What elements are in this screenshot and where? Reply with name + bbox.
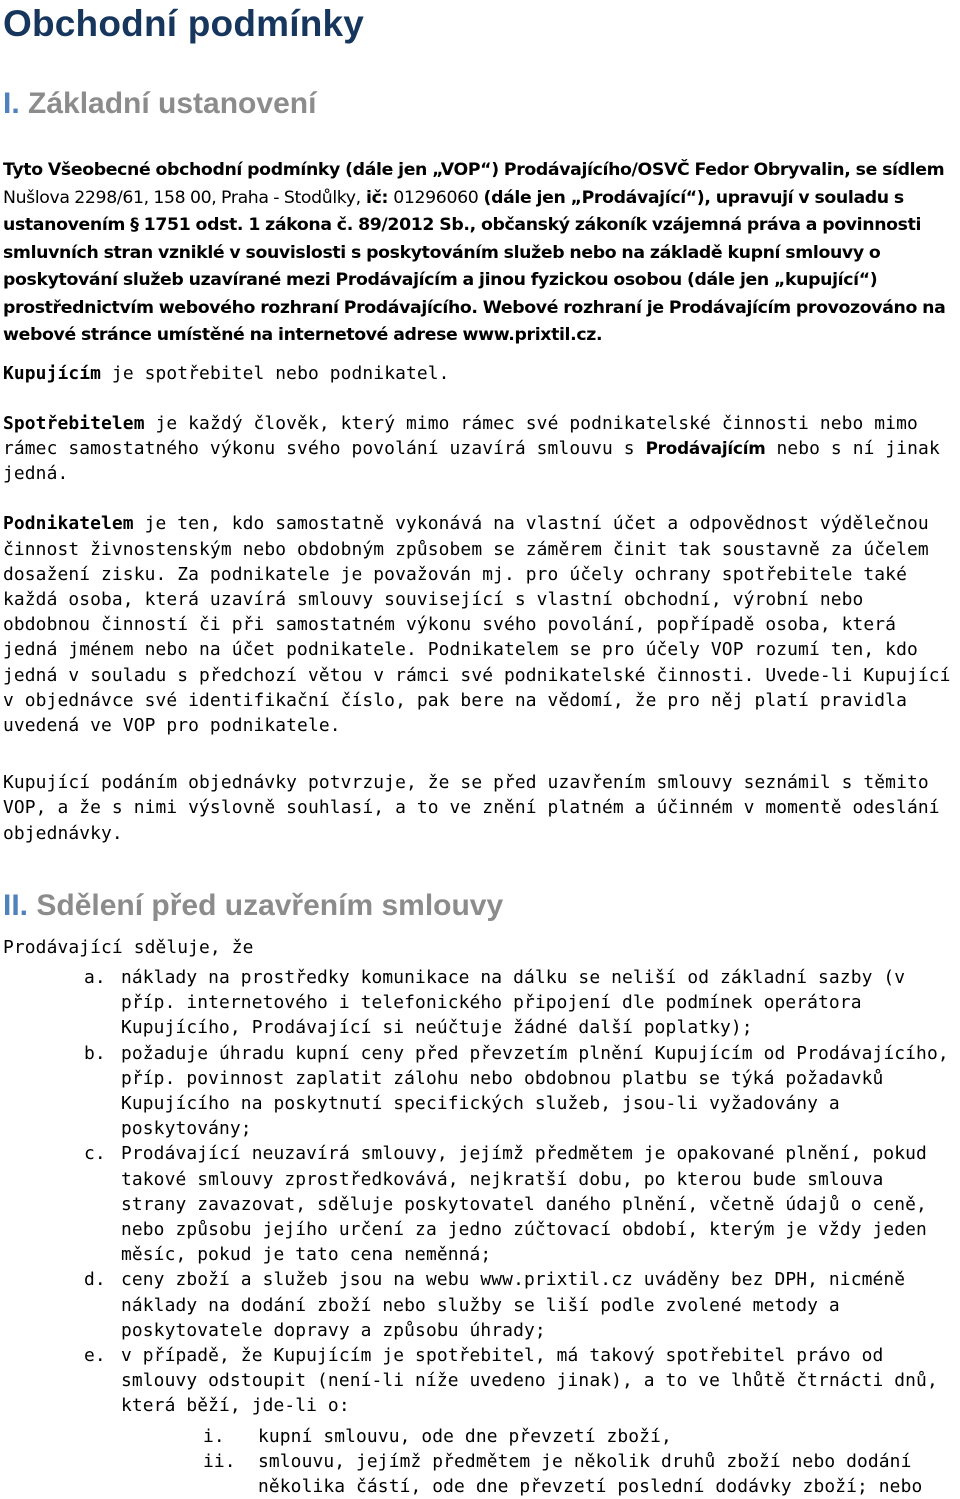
paragraph-text: je spotřebitel nebo podnikatel. [101, 362, 450, 384]
paragraph-text: nebo s ní jinak jedná. [3, 437, 940, 485]
list-item-text: náklady na prostředky komunikace na dálku se neliší od základní sazby (v příp. internetového i telefonického připojení dle podmínek operátora Kupujícího, Prodávající si neúčtuje žádné další poplatky); [121, 966, 906, 1039]
disclosure-list [3, 965, 956, 1499]
section-heading-1 [3, 86, 956, 122]
paragraph-sdeluje: Prodávající sděluje, že [3, 936, 254, 958]
sub-list-item-text: smlouvu, jejímž předmětem je několik druhů zboží nebo dodání několika částí, ode dne převzetí poslední dodávky zboží; nebo [258, 1450, 923, 1498]
list-item-text: ceny zboží a služeb jsou na webu www.prixtil.cz uváděny bez DPH, nicméně náklady na dodání zboží nebo služby se liší podle zvolené metody a poskytovatele dopravy a způsobu úhrady; [121, 1269, 906, 1341]
section-number: I. [3, 87, 20, 120]
list-marker: c. [84, 1143, 106, 1165]
term-podnikatel: Podnikatelem [3, 513, 134, 535]
section-number: II. [3, 888, 29, 922]
list-item [3, 1267, 956, 1343]
paragraph-text: je každý člověk, který mimo rámec své podnikatelské činnosti nebo mimo rámec samostatného výkonu svého povolání uzavírá smlouvu s [3, 412, 918, 459]
list-item [3, 1141, 956, 1267]
intro-text: Tyto Všeobecné obchodní podmínky (dále jen „VOP“) Prodávajícího/OSVČ Fedor Obryvalin, se sídlem [3, 160, 945, 180]
seller-address: Nušlova 2298/61, 158 00, Praha - Stodůlky, [3, 187, 361, 208]
list-item [3, 965, 956, 1041]
list-marker: e. [84, 1345, 106, 1366]
section-title: Sdělení před uzavřením smlouvy [36, 888, 504, 922]
list-marker: d. [84, 1269, 106, 1291]
sub-list [121, 1424, 956, 1499]
sub-list-item [3, 1449, 956, 1499]
ic-value: 01296060 [393, 187, 479, 208]
term-prodavajicim: Prodávajícím [645, 437, 766, 458]
intro-text-2: (dále jen „Prodávající“), upravují v souladu s ustanovením § 1751 odst. 1 zákona č. 89/2012 Sb., občanský zákoník vzájemná práva a povinnosti smluvních stran vzniklé v souvislosti s poskytováním služeb nebo na základě kupní smlouvy o poskytování služeb uzavírané mezi Prodávajícím a jinou fyzickou osobou (dále jen „kupující“) prostřednictvím webového rozhraní Prodávajícího. Webové rozhraní je Prodávajícím provozováno na webové stránce umístěné na internetové adrese www.prixtil.cz. [3, 187, 946, 345]
ic-label: ič: [360, 187, 394, 208]
list-marker: b. [84, 1042, 106, 1064]
term-kupujici: Kupujícím [3, 362, 102, 384]
section-heading-2 [3, 888, 956, 924]
paragraph-text: je ten, kdo samostatně vykonává na vlastní účet a odpovědnost výdělečnou činnost živnostenským nebo obdobným způsobem se záměrem činit tak soustavně za účelem dosažení zisku. Za podnikatele je považován mj. pro účely ochrany spotřebitele také každá osoba, která uzavírá smlouvy související s vlastní obchodní, výrobní nebo obdobnou činností či při samostatném výkonu svého povolání, popřípadě osoba, která jedná jménem nebo na účet podnikatele. Podnikatelem se pro účely VOP rozumí ten, kdo jedná v souladu s předchozí větou v rámci své podnikatelské činnosti. Uvede-li Kupující v objednávce své identifikační číslo, pak bere na vědomí, že pro něj platí pravidla uvedená ve VOP pro podnikatele. [3, 513, 951, 736]
list-item-text: Prodávající neuzavírá smlouvy, jejímž předmětem je opakované plnění, pokud takové smlouvy zprostředkovává, nejkratší dobu, po kterou bude smlouva strany zavazovat, sděluje poskytovatel daného plnění, včetně údajů o ceně, nebo způsobu jejího určení za jedno zúčtovací období, kterým je vždy jeden měsíc, pokud je tato cena neměnná; [121, 1143, 927, 1266]
paragraph-kupujici [3, 361, 956, 386]
paragraph-spotrebitel [3, 411, 956, 487]
list-marker: a. [84, 966, 106, 988]
intro-paragraph [3, 157, 956, 350]
paragraph-souhlas: Kupující podáním objednávky potvrzuje, že se před uzavřením smlouvy seznámil s těmito VOP, a že s nimi výslovně souhlasí, a to ve znění platném a účinném v momentě odeslání objednávky. [3, 772, 940, 844]
sub-list-item [3, 1424, 956, 1449]
paragraph-podnikatel [3, 511, 956, 738]
list-item-text: v případě, že Kupujícím je spotřebitel, má takový spotřebitel právo od smlouvy odstoupit (není-li níže uvedeno jinak), a to ve lhůtě čtrnácti dnů, která běží, jde-li o: [121, 1345, 938, 1417]
sub-list-marker: ii. [203, 1450, 236, 1472]
section-title: Základní ustanovení [28, 87, 317, 120]
sub-list-marker: i. [203, 1425, 225, 1447]
page-title: Obchodní podmínky [3, 3, 365, 44]
list-item-text: požaduje úhradu kupní ceny před převzetím plnění Kupujícím od Prodávajícího, příp. povinnost zaplatit zálohu nebo obdobnou platbu se týká požadavků Kupujícího na poskytnutí specifických služeb, jsou-li vyžadovány a poskytovány; [121, 1042, 949, 1140]
list-item [3, 1343, 956, 1499]
list-item [3, 1041, 956, 1142]
term-spotrebitel: Spotřebitelem [3, 412, 145, 434]
sub-list-item-text: kupní smlouvu, ode dne převzetí zboží, [258, 1425, 672, 1447]
